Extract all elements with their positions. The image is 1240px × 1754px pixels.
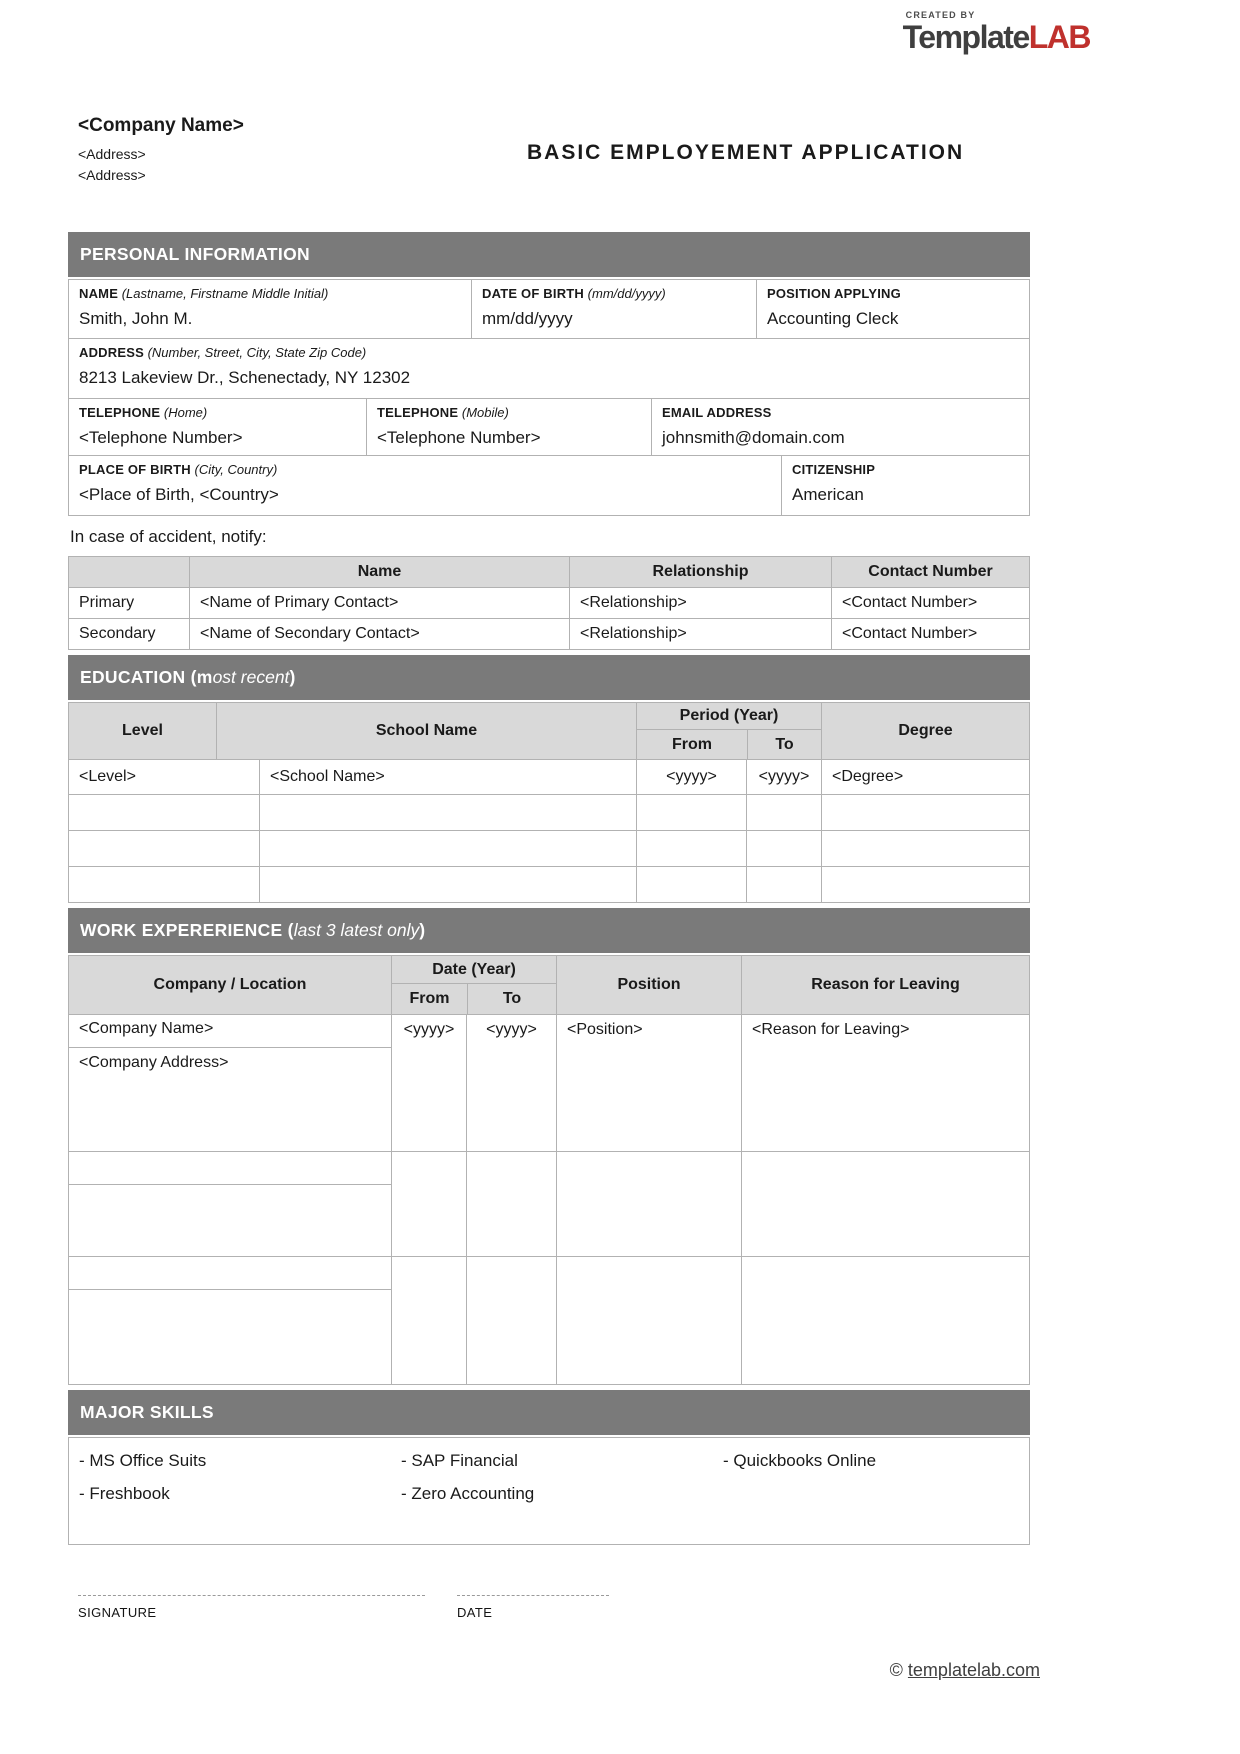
work-reason-value bbox=[741, 1257, 1029, 1384]
footer bbox=[890, 1660, 1040, 1681]
education-degree-header: Degree bbox=[821, 703, 1029, 759]
telephone-home-label-wrap bbox=[79, 405, 356, 420]
citizenship-value: American bbox=[792, 485, 864, 504]
work-company-cell bbox=[69, 1015, 391, 1151]
work-from-value bbox=[391, 1257, 466, 1384]
work-to-value bbox=[466, 1257, 556, 1384]
education-header-row bbox=[69, 703, 1029, 759]
telephone-home-field bbox=[69, 399, 366, 455]
address-field bbox=[69, 339, 1029, 398]
education-level-header: Level bbox=[69, 703, 216, 759]
education-from-value bbox=[636, 867, 746, 902]
signature-label: SIGNATURE bbox=[78, 1605, 157, 1620]
name-field bbox=[69, 280, 471, 338]
work-reason-value bbox=[741, 1152, 1029, 1256]
education-degree-value bbox=[821, 831, 1029, 866]
work-entry bbox=[69, 1151, 1029, 1256]
primary-contact-relationship: <Relationship> bbox=[569, 588, 831, 618]
telephone-mobile-field bbox=[366, 399, 651, 455]
secondary-contact-type: Secondary bbox=[79, 625, 156, 642]
primary-contact-type: Primary bbox=[79, 594, 135, 611]
place-of-birth-value: <Place of Birth, <Country> bbox=[79, 485, 279, 504]
work-reason-header: Reason for Leaving bbox=[741, 956, 1029, 1014]
signature-line bbox=[78, 1593, 425, 1596]
work-company-cell bbox=[69, 1257, 391, 1384]
place-of-birth-hint: (City, Country) bbox=[194, 462, 278, 477]
work-header-row bbox=[69, 956, 1029, 1014]
telephone-mobile-label: TELEPHONE bbox=[377, 405, 459, 420]
form-body bbox=[68, 232, 1030, 1620]
secondary-contact-relationship: <Relationship> bbox=[569, 619, 831, 649]
work-date-header: Date (Year) bbox=[392, 956, 556, 984]
emergency-contact-number-header: Contact Number bbox=[831, 557, 1029, 587]
education-period-header-group bbox=[636, 703, 821, 759]
date-label: DATE bbox=[457, 1605, 493, 1620]
education-level-value bbox=[69, 831, 259, 866]
education-school-value bbox=[259, 795, 636, 830]
dob-value: mm/dd/yyyy bbox=[482, 309, 573, 328]
name-field-label bbox=[79, 286, 461, 301]
company-name-placeholder: <Company Name> bbox=[78, 115, 244, 136]
name-label: NAME bbox=[79, 286, 119, 301]
education-level-value bbox=[69, 867, 259, 902]
email-label: EMAIL ADDRESS bbox=[662, 405, 772, 420]
email-field bbox=[651, 399, 1029, 455]
skills-title: MAJOR SKILLS bbox=[80, 1402, 214, 1422]
skill-item: - SAP Financial bbox=[401, 1451, 518, 1470]
education-level-value bbox=[69, 795, 259, 830]
education-school-value bbox=[259, 867, 636, 902]
citizenship-field bbox=[781, 456, 1029, 515]
skills-row bbox=[79, 1451, 1029, 1471]
education-degree-value bbox=[821, 867, 1029, 902]
work-title-close: ) bbox=[419, 920, 426, 940]
education-to-header: To bbox=[747, 730, 821, 759]
table-row bbox=[69, 280, 1029, 338]
emergency-contact-name-header: Name bbox=[189, 557, 569, 587]
education-level-value: <Level> bbox=[79, 768, 136, 785]
section-title-personal: PERSONAL INFORMATION bbox=[80, 244, 310, 264]
work-position-value bbox=[556, 1152, 741, 1256]
telephone-mobile-hint: (Mobile) bbox=[461, 405, 509, 420]
company-block bbox=[78, 115, 244, 186]
telephone-home-label: TELEPHONE bbox=[79, 405, 161, 420]
education-degree-value: <Degree> bbox=[821, 760, 1029, 794]
work-company-cell bbox=[69, 1152, 391, 1256]
education-from-header: From bbox=[637, 730, 747, 759]
skill-item: - Zero Accounting bbox=[401, 1484, 535, 1503]
table-row bbox=[69, 338, 1029, 398]
work-position-value bbox=[556, 1257, 741, 1384]
table-row bbox=[69, 830, 1029, 866]
citizenship-label: CITIZENSHIP bbox=[792, 462, 876, 477]
date-block bbox=[457, 1593, 609, 1620]
skill-item: - Quickbooks Online bbox=[723, 1451, 877, 1470]
work-from-header: From bbox=[392, 984, 467, 1014]
skills-box bbox=[68, 1437, 1030, 1545]
skill-item: - Freshbook bbox=[79, 1484, 170, 1503]
section-header-major-skills bbox=[68, 1390, 1030, 1435]
work-entry bbox=[69, 1256, 1029, 1384]
work-company-address bbox=[69, 1290, 391, 1384]
telephone-mobile-label-wrap bbox=[377, 405, 641, 420]
dob-field bbox=[471, 280, 756, 338]
work-entry bbox=[69, 1014, 1029, 1151]
signature-block bbox=[78, 1593, 425, 1620]
education-to-value bbox=[746, 831, 821, 866]
address-hint: (Number, Street, City, State Zip Code) bbox=[147, 345, 367, 360]
emergency-contact-blank-header bbox=[69, 557, 189, 587]
position-field bbox=[756, 280, 1029, 338]
email-field-label bbox=[662, 405, 1019, 420]
address-value: 8213 Lakeview Dr., Schenectady, NY 12302 bbox=[79, 368, 411, 387]
notify-intro-text: In case of accident, notify: bbox=[70, 527, 267, 546]
table-row bbox=[69, 587, 1029, 618]
email-value: johnsmith@domain.com bbox=[662, 428, 845, 447]
work-company-header: Company / Location bbox=[69, 956, 391, 1014]
telephone-mobile-value: <Telephone Number> bbox=[377, 428, 541, 447]
education-to-value bbox=[746, 795, 821, 830]
logo-created-by-text: CREATED BY bbox=[905, 10, 976, 20]
emergency-contact-header-row bbox=[69, 557, 1029, 587]
table-row bbox=[69, 794, 1029, 830]
work-title-italic: last 3 latest only bbox=[293, 920, 420, 940]
education-from-value bbox=[636, 831, 746, 866]
work-position-value: <Position> bbox=[556, 1015, 741, 1151]
education-from-value bbox=[636, 795, 746, 830]
emergency-contact-relationship-header: Relationship bbox=[569, 557, 831, 587]
work-to-value bbox=[466, 1152, 556, 1256]
dob-field-label bbox=[482, 286, 746, 301]
work-to-value: <yyyy> bbox=[466, 1015, 556, 1151]
secondary-contact-number: <Contact Number> bbox=[831, 619, 1029, 649]
work-reason-value: <Reason for Leaving> bbox=[741, 1015, 1029, 1151]
work-position-header: Position bbox=[556, 956, 741, 1014]
telephone-home-value: <Telephone Number> bbox=[79, 428, 243, 447]
table-row bbox=[69, 398, 1029, 455]
skill-item: - MS Office Suits bbox=[79, 1451, 207, 1470]
emergency-contact-table bbox=[68, 556, 1030, 650]
place-of-birth-field bbox=[69, 456, 781, 515]
work-company-address: <Company Address> bbox=[79, 1054, 229, 1071]
education-school-header: School Name bbox=[216, 703, 636, 759]
table-row bbox=[69, 759, 1029, 794]
work-from-value bbox=[391, 1152, 466, 1256]
primary-contact-name: <Name of Primary Contact> bbox=[189, 588, 569, 618]
education-to-value: <yyyy> bbox=[746, 760, 821, 794]
skills-row bbox=[79, 1484, 1029, 1504]
education-degree-value bbox=[821, 795, 1029, 830]
education-period-header: Period (Year) bbox=[637, 703, 821, 730]
section-header-personal-information bbox=[68, 232, 1030, 277]
copyright-symbol: © bbox=[889, 1660, 903, 1680]
secondary-contact-name: <Name of Secondary Contact> bbox=[189, 619, 569, 649]
company-address-line1: <Address> bbox=[78, 146, 146, 162]
logo-lab-text: LAB bbox=[1028, 19, 1090, 55]
company-address-line2: <Address> bbox=[78, 167, 146, 183]
place-of-birth-label-wrap bbox=[79, 462, 771, 477]
logo-template-text: Template bbox=[902, 19, 1029, 55]
work-company-name: <Company Name> bbox=[69, 1015, 391, 1048]
education-to-value bbox=[746, 867, 821, 902]
templatelab-logo bbox=[903, 10, 1090, 53]
address-label: ADDRESS bbox=[79, 345, 144, 360]
table-row bbox=[69, 455, 1029, 515]
work-to-header: To bbox=[467, 984, 556, 1014]
section-header-education bbox=[68, 655, 1030, 700]
work-title-bold: WORK EXPERERIENCE ( bbox=[80, 920, 294, 940]
education-school-value: <School Name> bbox=[259, 760, 636, 794]
place-of-birth-label: PLACE OF BIRTH bbox=[79, 462, 191, 477]
signature-area bbox=[68, 1593, 1030, 1620]
work-company-address bbox=[69, 1185, 391, 1256]
education-title-bold: EDUCATION (m bbox=[80, 667, 213, 687]
logo-brand-text bbox=[903, 21, 1090, 53]
position-field-label bbox=[767, 286, 1019, 301]
page-title: BASIC EMPLOYEMENT APPLICATION bbox=[527, 141, 965, 164]
dob-label: DATE OF BIRTH bbox=[482, 286, 585, 301]
work-date-header-group bbox=[391, 956, 556, 1014]
templatelab-link[interactable]: templatelab.com bbox=[907, 1660, 1040, 1680]
section-header-work-experience bbox=[68, 908, 1030, 953]
work-experience-table bbox=[68, 955, 1030, 1385]
education-from-value: <yyyy> bbox=[636, 760, 746, 794]
dob-hint: (mm/dd/yyyy) bbox=[587, 286, 666, 301]
primary-contact-number: <Contact Number> bbox=[831, 588, 1029, 618]
address-field-label bbox=[79, 345, 1019, 360]
education-period-subheader-row bbox=[637, 730, 821, 759]
citizenship-label-wrap bbox=[792, 462, 1019, 477]
position-value: Accounting Cleck bbox=[767, 309, 899, 328]
date-line bbox=[457, 1593, 609, 1596]
personal-info-table bbox=[68, 279, 1030, 516]
education-title-close: ) bbox=[289, 667, 296, 687]
education-title-italic: ost recent bbox=[212, 667, 290, 687]
work-company-name bbox=[69, 1257, 391, 1290]
name-value: Smith, John M. bbox=[79, 309, 193, 328]
telephone-home-hint: (Home) bbox=[163, 405, 208, 420]
work-date-subheader-row bbox=[392, 984, 556, 1014]
skill-item bbox=[723, 1484, 1029, 1504]
name-hint: (Lastname, Firstname Middle Initial) bbox=[121, 286, 329, 301]
table-row bbox=[69, 618, 1029, 649]
education-school-value bbox=[259, 831, 636, 866]
table-row bbox=[69, 866, 1029, 902]
work-company-name bbox=[69, 1152, 391, 1185]
work-from-value: <yyyy> bbox=[391, 1015, 466, 1151]
education-table bbox=[68, 702, 1030, 903]
position-label: POSITION APPLYING bbox=[767, 286, 901, 301]
